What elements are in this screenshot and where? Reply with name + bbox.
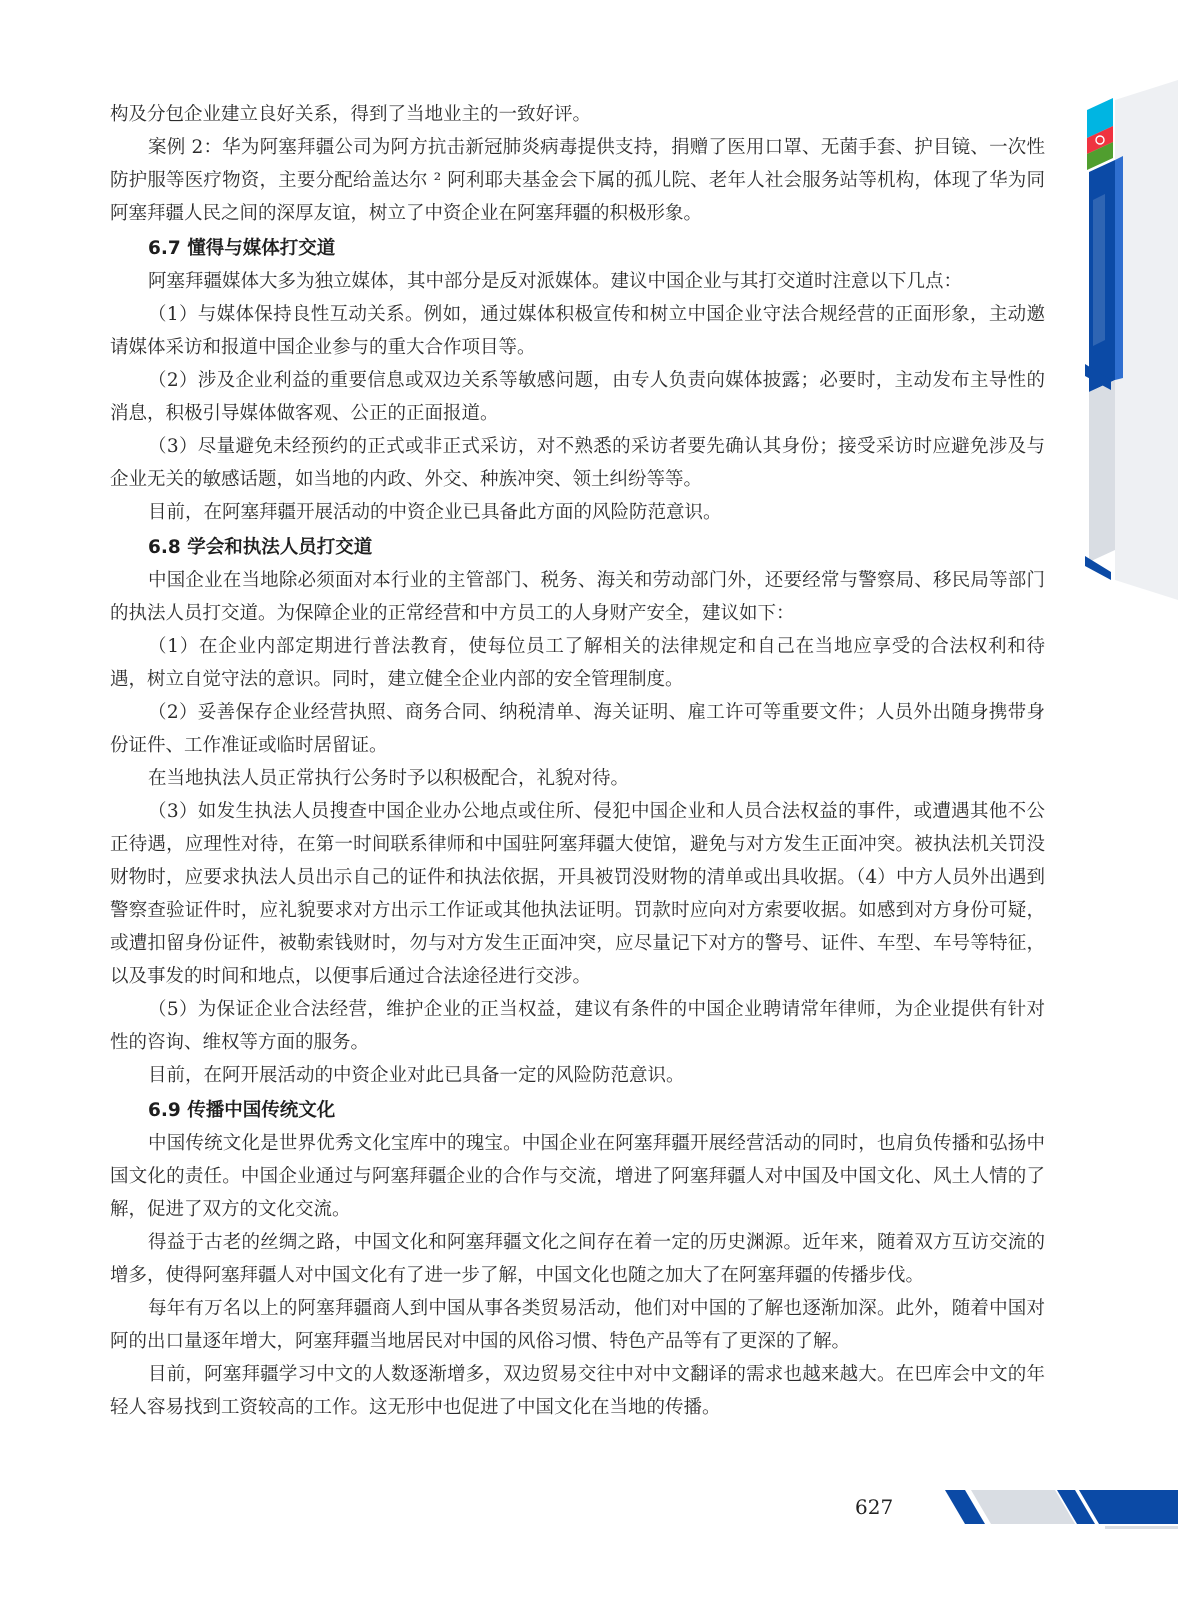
paragraph: 构及分包企业建立良好关系，得到了当地业主的一致好评。 bbox=[110, 104, 592, 125]
paragraph: 目前，阿塞拜疆学习中文的人数逐渐增多，双边贸易交往中对中文翻译的需求也越来越大。在巴库会中文的年轻人容易找到工资较高的工作。这无形中也促进了中国文化在当地的传播。 bbox=[110, 1364, 1045, 1418]
page-number: 627 bbox=[855, 1495, 894, 1519]
document-body bbox=[110, 98, 1045, 1424]
paragraph: 目前，在阿开展活动的中资企业对此已具备一定的风险防范意识。 bbox=[148, 1065, 685, 1086]
paragraph: 在当地执法人员正常执行公务时予以积极配合，礼貌对待。 bbox=[148, 768, 630, 789]
paragraph: 阿塞拜疆媒体大多为独立媒体，其中部分是反对派媒体。建议中国企业与其打交道时注意以下几点： bbox=[148, 271, 963, 292]
section-heading: 6.9 传播中国传统文化 bbox=[148, 1100, 336, 1121]
side-decoration bbox=[1075, 80, 1178, 600]
paragraph: 得益于古老的丝绸之路，中国文化和阿塞拜疆文化之间存在着一定的历史渊源。近年来，随着双方互访交流的增多，使得阿塞拜疆人对中国文化有了进一步了解，中国文化也随之加大了在阿塞拜疆的传播步伐。 bbox=[110, 1232, 1045, 1286]
paragraph: （2）妥善保存企业经营执照、商务合同、纳税清单、海关证明、雇工许可等重要文件；人员外出随身携带身份证件、工作准证或临时居留证。 bbox=[110, 702, 1045, 756]
azerbaijan-flag-icon bbox=[1087, 98, 1113, 170]
paragraph: （5）为保证企业合法经营，维护企业的正当权益，建议有条件的中国企业聘请常年律师，为企业提供有针对性的咨询、维权等方面的服务。 bbox=[110, 999, 1045, 1053]
section-heading: 6.7 懂得与媒体打交道 bbox=[148, 238, 336, 259]
paragraph: 目前，在阿塞拜疆开展活动的中资企业已具备此方面的风险防范意识。 bbox=[148, 502, 722, 523]
paragraph: （1）与媒体保持良性互动关系。例如，通过媒体积极宣传和树立中国企业守法合规经营的正面形象，主动邀请媒体采访和报道中国企业参与的重大合作项目等。 bbox=[110, 304, 1045, 358]
paragraph: 每年有万名以上的阿塞拜疆商人到中国从事各类贸易活动，他们对中国的了解也逐渐加深。此外，随着中国对阿的出口量逐年增大，阿塞拜疆当地居民对中国的风俗习惯、特色产品等有了更深的了解。 bbox=[110, 1298, 1045, 1352]
paragraph: 案例 2：华为阿塞拜疆公司为阿方抗击新冠肺炎病毒提供支持，捐赠了医用口罩、无菌手套、护目镜、一次性防护服等医疗物资，主要分配给盖达尔 ² 阿利耶夫基金会下属的孤儿院、老年人社会服务站等机构，体现了华为同阿塞拜疆人民之间的深厚友谊，树立了中资企业在阿塞拜疆的积极形象。 bbox=[110, 137, 1045, 224]
paragraph: 中国传统文化是世界优秀文化宝库中的瑰宝。中国企业在阿塞拜疆开展经营活动的同时，也肩负传播和弘扬中国文化的责任。中国企业通过与阿塞拜疆企业的合作与交流，增进了阿塞拜疆人对中国及中国文化、风土人情的了解，促进了双方的文化交流。 bbox=[110, 1133, 1045, 1220]
paragraph: （2）涉及企业利益的重要信息或双边关系等敏感问题，由专人负责向媒体披露；必要时，主动发布主导性的消息，积极引导媒体做客观、公正的正面报道。 bbox=[110, 370, 1045, 424]
paragraph: 中国企业在当地除必须面对本行业的主管部门、税务、海关和劳动部门外，还要经常与警察局、移民局等部门的执法人员打交道。为保障企业的正常经营和中方员工的人身财产安全，建议如下： bbox=[110, 570, 1045, 624]
paragraph: （1）在企业内部定期进行普法教育，使每位员工了解相关的法律规定和自己在当地应享受的合法权利和待遇，树立自觉守法的意识。同时，建立健全企业内部的安全管理制度。 bbox=[110, 636, 1045, 690]
section-heading: 6.8 学会和执法人员打交道 bbox=[148, 537, 373, 558]
corner-decoration bbox=[945, 1490, 1178, 1530]
paragraph: （3）尽量避免未经预约的正式或非正式采访，对不熟悉的采访者要先确认其身份；接受采访时应避免涉及与企业无关的敏感话题，如当地的内政、外交、种族冲突、领土纠纷等等。 bbox=[110, 436, 1045, 490]
paragraph: （3）如发生执法人员搜查中国企业办公地点或住所、侵犯中国企业和人员合法权益的事件，或遭遇其他不公正待遇，应理性对待，在第一时间联系律师和中国驻阿塞拜疆大使馆，避免与对方发生正面冲突。被执法机关罚没财物时，应要求执法人员出示自己的证件和执法依据，开具被罚没财物的清单或出具收据。（4）中方人员外出遇到警察查验证件时，应礼貌要求对方出示工作证或其他执法证明。罚款时应向对方索要收据。如感到对方身份可疑，或遭扣留身份证件，被勒索钱财时，勿与对方发生正面冲突，应尽量记下对方的警号、证件、车型、车号等特征，以及事发的时间和地点，以便事后通过合法途径进行交涉。 bbox=[110, 801, 1045, 987]
